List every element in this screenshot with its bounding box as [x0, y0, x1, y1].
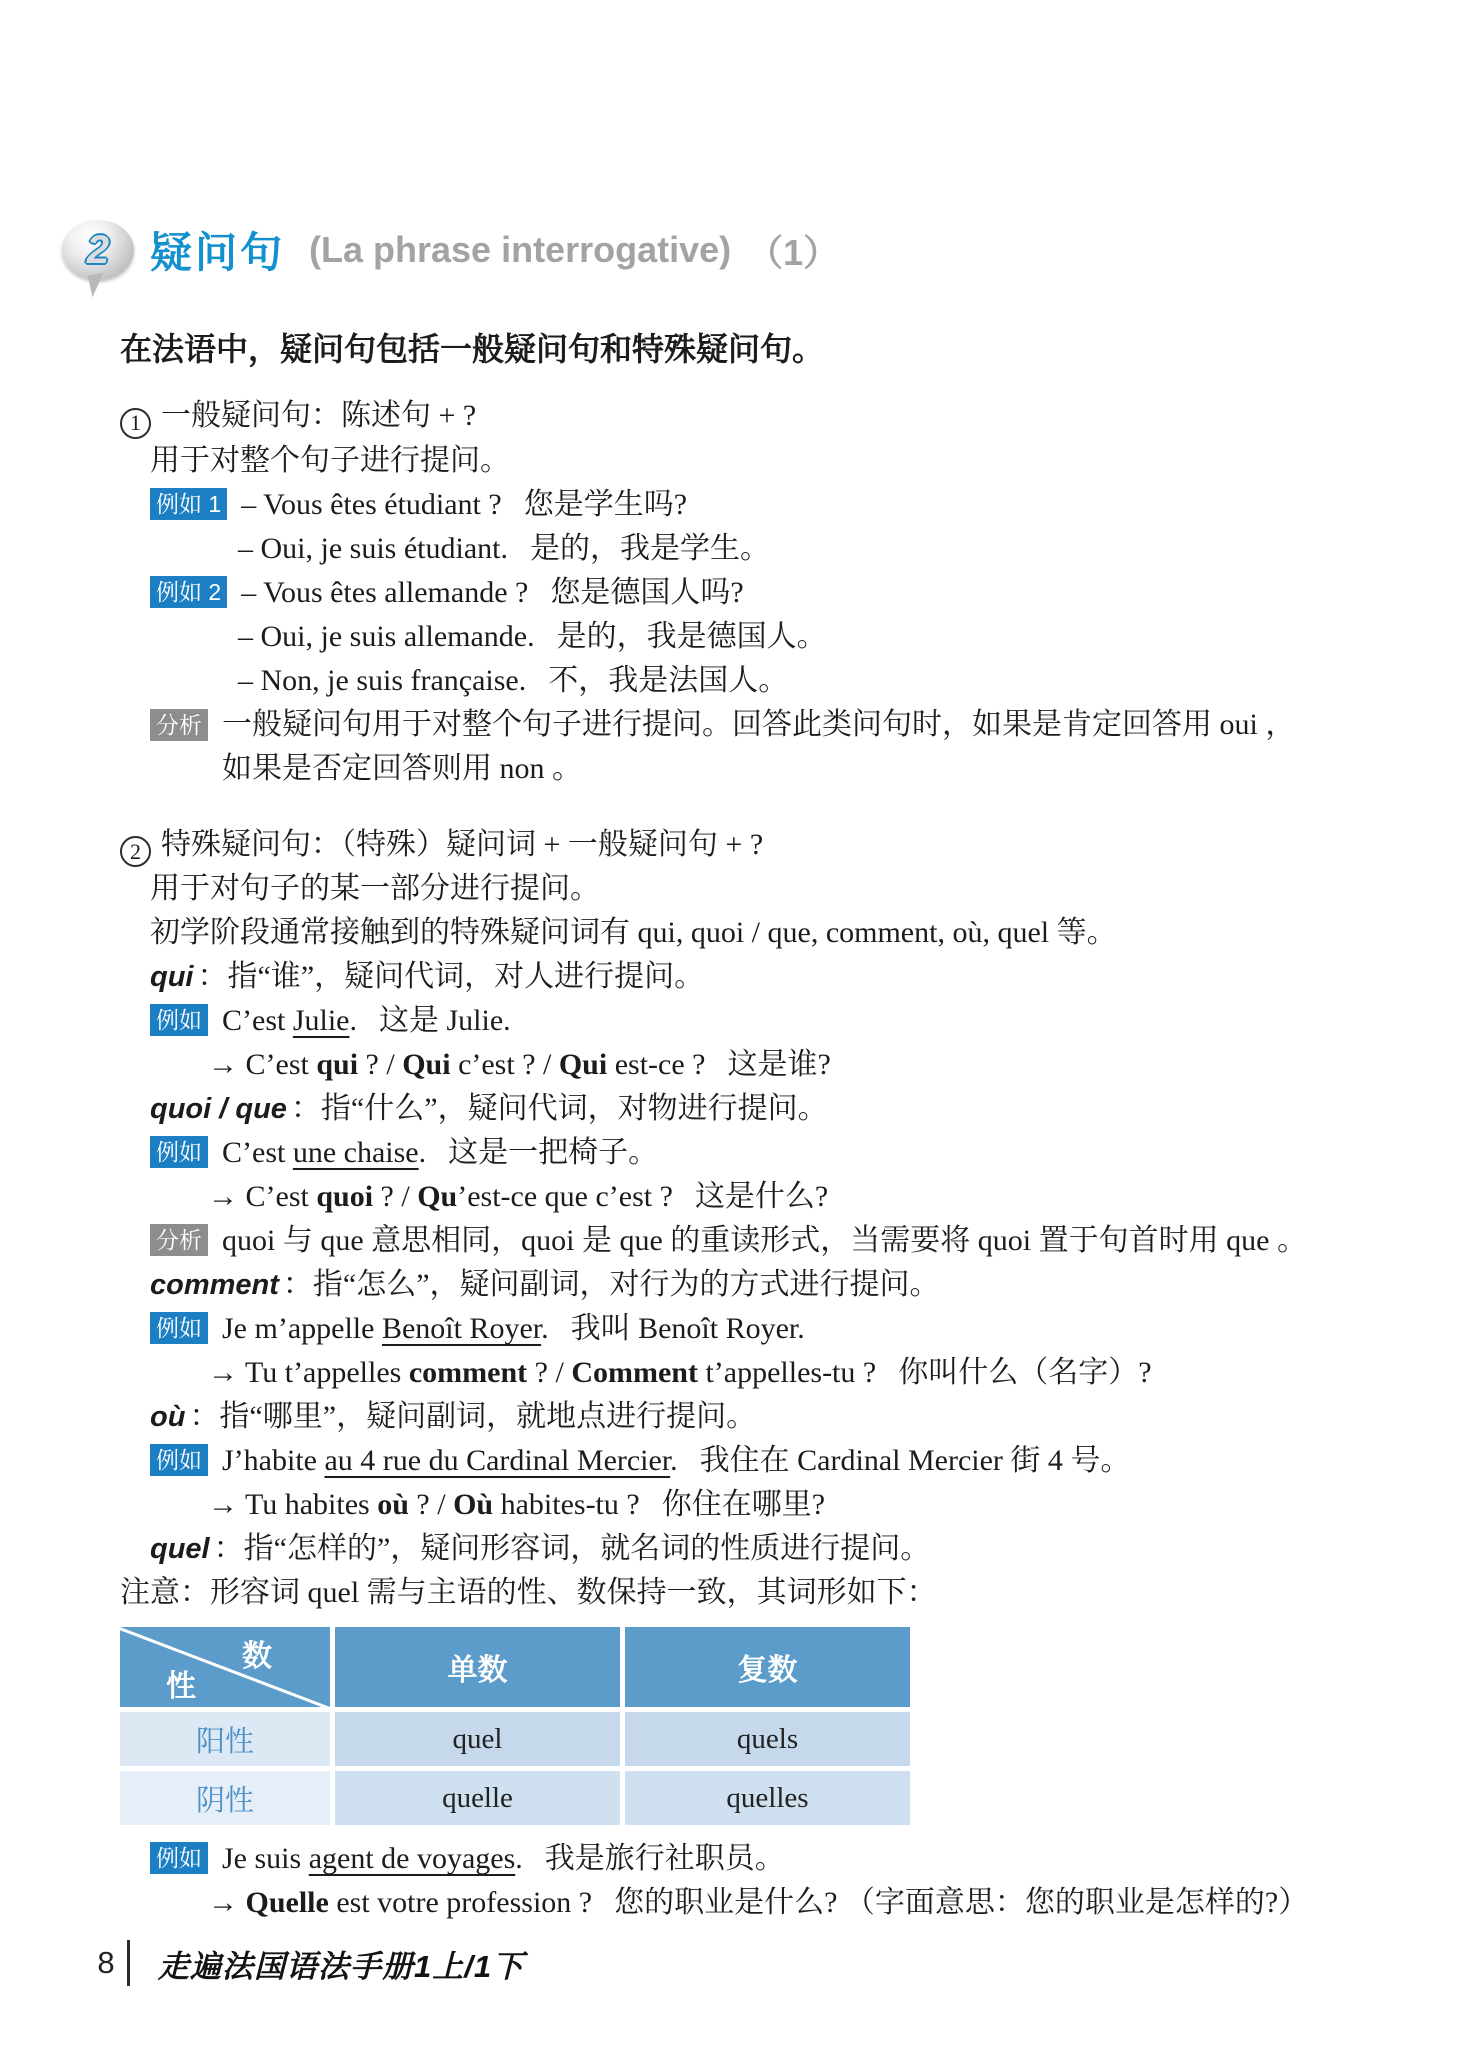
term-definition: ：指“哪里”，疑问副词，就地点进行提问。: [189, 1400, 757, 1433]
chinese-translation: 这是一把椅子。: [448, 1136, 659, 1169]
section1-heading-text: 一般疑问句：陈述句 + ?: [161, 399, 477, 432]
french-text: ? /: [527, 1356, 572, 1389]
example-badge: 例如: [150, 1004, 208, 1036]
table-cell: quelles: [625, 1771, 910, 1825]
term-word: quoi / que: [150, 1093, 287, 1125]
analysis-line: quoi 与 que 意思相同，quoi 是 que 的重读形式，当需要将 quoi 置于句首时用 que 。: [222, 1224, 1307, 1257]
corner-label-number: 数: [242, 1640, 272, 1673]
bold-keyword: Qui: [558, 1048, 608, 1081]
example-badge: 例如 2: [150, 576, 227, 608]
section1-heading: [120, 394, 1380, 439]
french-text: .: [418, 1136, 427, 1169]
transformation-line: [208, 1043, 1380, 1087]
example-line: [238, 615, 1380, 659]
chinese-translation: 我是旅行社职员。: [544, 1842, 785, 1875]
example-line: [150, 1837, 1380, 1881]
underlined-text: une chaise: [292, 1136, 419, 1169]
chinese-translation: 我住在 Cardinal Mercier 街 4 号。: [699, 1444, 1131, 1477]
french-text: ? /: [358, 1048, 403, 1081]
french-text: – Non, je suis française.: [238, 663, 527, 697]
term-word: où: [150, 1401, 186, 1433]
term-definition: ：指“怎样的”，疑问形容词，就名词的性质进行提问。: [213, 1532, 931, 1565]
chinese-translation: 这是 Julie.: [379, 1004, 511, 1037]
underlined-text: Julie: [292, 1004, 350, 1037]
french-text: .: [349, 1004, 357, 1037]
french-text: est-ce ?: [607, 1048, 706, 1081]
term-word: comment: [150, 1269, 279, 1301]
footer-divider: [127, 1940, 130, 1986]
analysis-text: [222, 703, 1295, 791]
example-line: [150, 1131, 1380, 1175]
example-line: [150, 1439, 1380, 1483]
table-cell: quelle: [335, 1771, 620, 1825]
table-cell: quels: [625, 1712, 910, 1766]
section2-purpose: 用于对句子的某一部分进行提问。: [150, 872, 600, 905]
chapter-number: 2: [86, 227, 110, 272]
french-text: → Tu habites: [208, 1488, 378, 1521]
example-badge: 例如: [150, 1842, 208, 1874]
circled-number-icon: 1: [120, 408, 151, 439]
term-line-qui: [150, 955, 1380, 999]
chinese-translation: 不，我是法国人。: [548, 663, 789, 697]
example-badge: 例如: [150, 1312, 208, 1344]
term-word: quel: [150, 1533, 210, 1565]
transformation-line: [208, 1881, 1380, 1925]
chinese-translation: 你住在哪里?: [661, 1488, 826, 1521]
column-header-singular: 单数: [335, 1627, 620, 1707]
transformation-line: [208, 1483, 1380, 1527]
section-special-questions: [120, 823, 1380, 1926]
example-badge: 例如: [150, 1444, 208, 1476]
page-title-french: (La phrase interrogative): [309, 229, 732, 270]
french-text: – Vous êtes allemande ?: [241, 575, 529, 609]
analysis-badge: 分析: [150, 709, 208, 741]
column-header-plural: 复数: [625, 1627, 910, 1707]
example-line: [238, 659, 1380, 703]
transformation-line: [208, 1351, 1380, 1395]
french-text: ’est-ce que c’est ?: [457, 1180, 673, 1213]
french-text: est votre profession ?: [328, 1886, 593, 1919]
section1-purpose: 用于对整个句子进行提问。: [150, 443, 510, 477]
intro-statement: 在法语中，疑问句包括一般疑问句和特殊疑问句。: [120, 331, 825, 367]
page-title: 疑问句: [150, 229, 286, 276]
table-cell: quel: [335, 1712, 620, 1766]
analysis-badge: 分析: [150, 1224, 208, 1256]
french-text: – Vous êtes étudiant ?: [241, 487, 502, 521]
french-text: C’est: [222, 1004, 293, 1037]
chinese-translation: 您是学生吗?: [523, 487, 688, 521]
book-title: 走遍法国语法手册1上/1下: [158, 1948, 525, 1984]
table-corner-cell: [120, 1627, 330, 1707]
french-text: Je m’appelle: [222, 1312, 382, 1345]
term-definition: ：指“谁”，疑问代词，对人进行提问。: [197, 960, 705, 993]
bold-keyword: Comment: [571, 1356, 698, 1389]
term-definition: ：指“怎么”，疑问副词，对行为的方式进行提问。: [282, 1268, 940, 1301]
french-text: – Oui, je suis étudiant.: [238, 531, 508, 565]
page-title-index: （1）: [747, 231, 840, 273]
corner-label-gender: 性: [166, 1670, 196, 1703]
chinese-translation: 你叫什么（名字）?: [898, 1356, 1152, 1389]
section2-intro: 初学阶段通常接触到的特殊疑问词有 qui, quoi / que, comment, où, quel 等。: [150, 916, 1117, 949]
french-text: – Oui, je suis allemande.: [238, 619, 535, 653]
bold-keyword: Quelle: [245, 1886, 329, 1919]
term-line-quoi-que: [150, 1087, 1380, 1131]
french-text: habites-tu ?: [493, 1488, 640, 1521]
section2-heading-text: 特殊疑问句：（特殊）疑问词 + 一般疑问句 + ?: [161, 827, 764, 861]
french-text: Je suis: [222, 1842, 309, 1875]
term-word: qui: [150, 961, 194, 993]
french-text: .: [515, 1842, 523, 1875]
term-line-quel: [150, 1527, 1380, 1571]
underlined-text: agent de voyages: [308, 1842, 516, 1875]
chinese-translation: 是的，我是学生。: [529, 531, 770, 565]
french-text: ? /: [408, 1488, 454, 1521]
french-text: →: [208, 1886, 246, 1919]
analysis-line: 如果是否定回答则用 non 。: [222, 751, 582, 785]
chinese-translation: 这是谁?: [727, 1048, 831, 1081]
chinese-translation: 您的职业是什么? （字面意思：您的职业是怎样的?）: [614, 1886, 1309, 1919]
chinese-translation: 我叫 Benoît Royer.: [570, 1312, 805, 1345]
example-line: [238, 527, 1380, 571]
bold-keyword: Qui: [402, 1048, 451, 1081]
french-text: C’est: [222, 1136, 293, 1169]
bold-keyword: qui: [316, 1048, 359, 1081]
term-line-comment: [150, 1263, 1380, 1307]
term-line-ou: [150, 1395, 1380, 1439]
section-general-questions: [120, 394, 1380, 791]
analysis-block: [150, 703, 1380, 791]
note-line: 注意：形容词 quel 需与主语的性、数保持一致，其词形如下：: [120, 1576, 937, 1609]
section-header: [62, 220, 839, 280]
underlined-text: au 4 rue du Cardinal Mercier: [324, 1444, 671, 1477]
page-content: [97, 318, 1380, 1987]
underlined-text: Benoît Royer: [381, 1312, 542, 1345]
bold-keyword: Où: [453, 1488, 494, 1521]
french-text: J’habite: [222, 1444, 325, 1477]
example-line: [150, 483, 1380, 527]
french-text: c’est ? /: [450, 1048, 559, 1081]
french-text: t’appelles-tu ?: [697, 1356, 877, 1389]
example-badge: 例如: [150, 1136, 208, 1168]
quel-forms-table: [120, 1627, 910, 1825]
chinese-translation: 是的，我是德国人。: [556, 619, 827, 653]
page-footer: [85, 1939, 1380, 1987]
bold-keyword: quoi: [316, 1180, 374, 1213]
french-text: → C’est: [208, 1048, 317, 1081]
diagonal-divider: [120, 1627, 330, 1707]
chinese-translation: 这是什么?: [694, 1180, 829, 1213]
page-number: 8: [97, 1945, 115, 1980]
french-text: ? /: [373, 1180, 418, 1213]
example-badge: 例如 1: [150, 488, 227, 520]
bold-keyword: où: [377, 1488, 409, 1521]
example-line: [150, 1307, 1380, 1351]
example-line: [150, 571, 1380, 615]
analysis-line: 一般疑问句用于对整个句子进行提问。回答此类问句时，如果是肯定回答用 oui ，: [222, 707, 1296, 741]
speech-bubble-icon: [62, 220, 134, 280]
row-label-masculine: 阳性: [120, 1712, 330, 1766]
chinese-translation: 您是德国人吗?: [550, 575, 744, 609]
bold-keyword: Qu: [417, 1180, 458, 1213]
example-line: [150, 999, 1380, 1043]
section2-heading: [120, 823, 1380, 868]
french-text: .: [541, 1312, 549, 1345]
french-text: .: [670, 1444, 678, 1477]
term-definition: ：指“什么”，疑问代词，对物进行提问。: [290, 1092, 828, 1125]
french-text: → C’est: [208, 1180, 317, 1213]
french-text: → Tu t’appelles: [208, 1356, 409, 1389]
row-label-feminine: 阴性: [120, 1771, 330, 1825]
circled-number-icon: 2: [120, 836, 151, 867]
bold-keyword: comment: [408, 1356, 528, 1389]
analysis-block: [150, 1219, 1380, 1263]
transformation-line: [208, 1175, 1380, 1219]
